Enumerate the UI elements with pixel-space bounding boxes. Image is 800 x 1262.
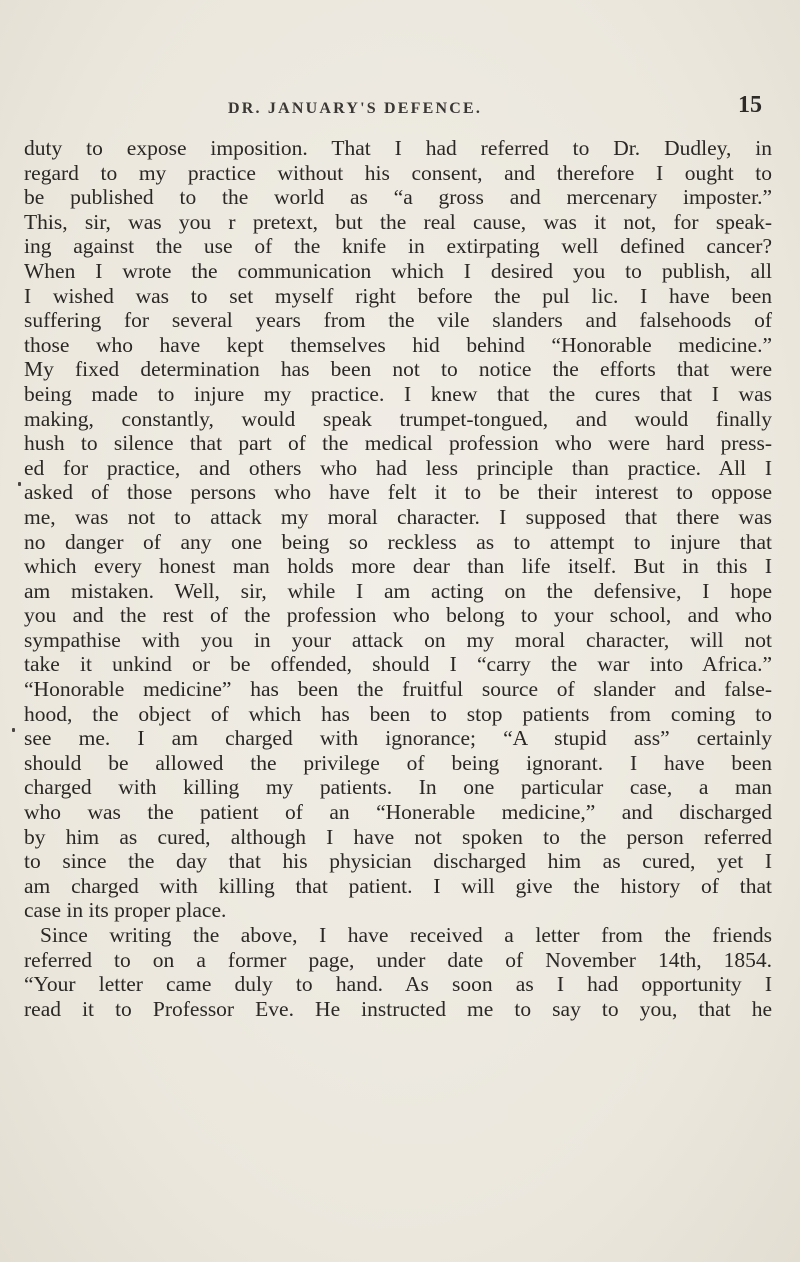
- text-line: should be allowed the privilege of being ignorant. I have been: [24, 750, 772, 775]
- text-line: When I wrote the communication which I desired you to publish, all: [24, 258, 772, 283]
- text-line: This, sir, was you r pretext, but the real cause, was it not, for speak-: [24, 209, 772, 234]
- margin-speck: [18, 482, 21, 486]
- text-line: “Honorable medicine” has been the fruitful source of slander and false-: [24, 677, 772, 702]
- page-number: 15: [738, 92, 762, 118]
- text-line: charged with killing my patients. In one particular case, a man: [24, 775, 772, 800]
- text-line: those who have kept themselves hid behind “Honorable medicine.”: [24, 332, 772, 357]
- body-text: [24, 136, 772, 1021]
- text-line: ed for practice, and others who had less principle than practice. All I: [24, 455, 772, 480]
- text-line: suffering for several years from the vile slanders and falsehoods of: [24, 308, 772, 333]
- text-line: by him as cured, although I have not spoken to the person referred: [24, 824, 772, 849]
- text-line: am mistaken. Well, sir, while I am acting on the defensive, I hope: [24, 578, 772, 603]
- margin-speck: [12, 728, 15, 732]
- text-line: who was the patient of an “Honerable medicine,” and discharged: [24, 800, 772, 825]
- text-line: am charged with killing that patient. I will give the history of that: [24, 873, 772, 898]
- text-line: I wished was to set myself right before the pul lic. I have been: [24, 283, 772, 308]
- text-line: hood, the object of which has been to stop patients from coming to: [24, 701, 772, 726]
- text-line: you and the rest of the profession who belong to your school, and who: [24, 603, 772, 628]
- running-title: DR. JANUARY'S DEFENCE.: [228, 100, 483, 117]
- text-line: duty to expose imposition. That I had referred to Dr. Dudley, in: [24, 136, 772, 160]
- text-line: sympathise with you in your attack on my moral character, will not: [24, 627, 772, 652]
- text-line: making, constantly, would speak trumpet-tongued, and would finally: [24, 406, 772, 431]
- text-line: which every honest man holds more dear than life itself. But in this I: [24, 554, 772, 579]
- text-line: hush to silence that part of the medical profession who were hard press-: [24, 431, 772, 456]
- text-line: “Your letter came duly to hand. As soon as I had opportunity I: [24, 972, 772, 997]
- text-line: asked of those persons who have felt it to be their interest to oppose: [24, 480, 772, 505]
- text-line: me, was not to attack my moral character. I supposed that there was: [24, 504, 772, 529]
- text-line: no danger of any one being so reckless as to attempt to injure that: [24, 529, 772, 554]
- text-line: see me. I am charged with ignorance; “A stupid ass” certainly: [24, 726, 772, 751]
- text-line: take it unkind or be offended, should I “carry the war into Africa.”: [24, 652, 772, 677]
- text-line: ing against the use of the knife in extirpating well defined cancer?: [24, 234, 772, 259]
- text-line: being made to injure my practice. I knew that the cures that I was: [24, 381, 772, 406]
- text-line: Since writing the above, I have received a letter from the friends: [40, 923, 772, 947]
- running-head: [0, 92, 800, 122]
- text-line: regard to my practice without his consent, and therefore I ought to: [24, 160, 772, 185]
- text-line: referred to on a former page, under date of November 14th, 1854.: [24, 947, 772, 972]
- text-line: be published to the world as “a gross and mercenary imposter.”: [24, 185, 772, 210]
- text-line: case in its proper place.: [24, 898, 227, 923]
- text-line: to since the day that his physician discharged him as cured, yet I: [24, 849, 772, 874]
- text-line: My fixed determination has been not to notice the efforts that were: [24, 357, 772, 382]
- text-line: read it to Professor Eve. He instructed me to say to you, that he: [24, 996, 772, 1021]
